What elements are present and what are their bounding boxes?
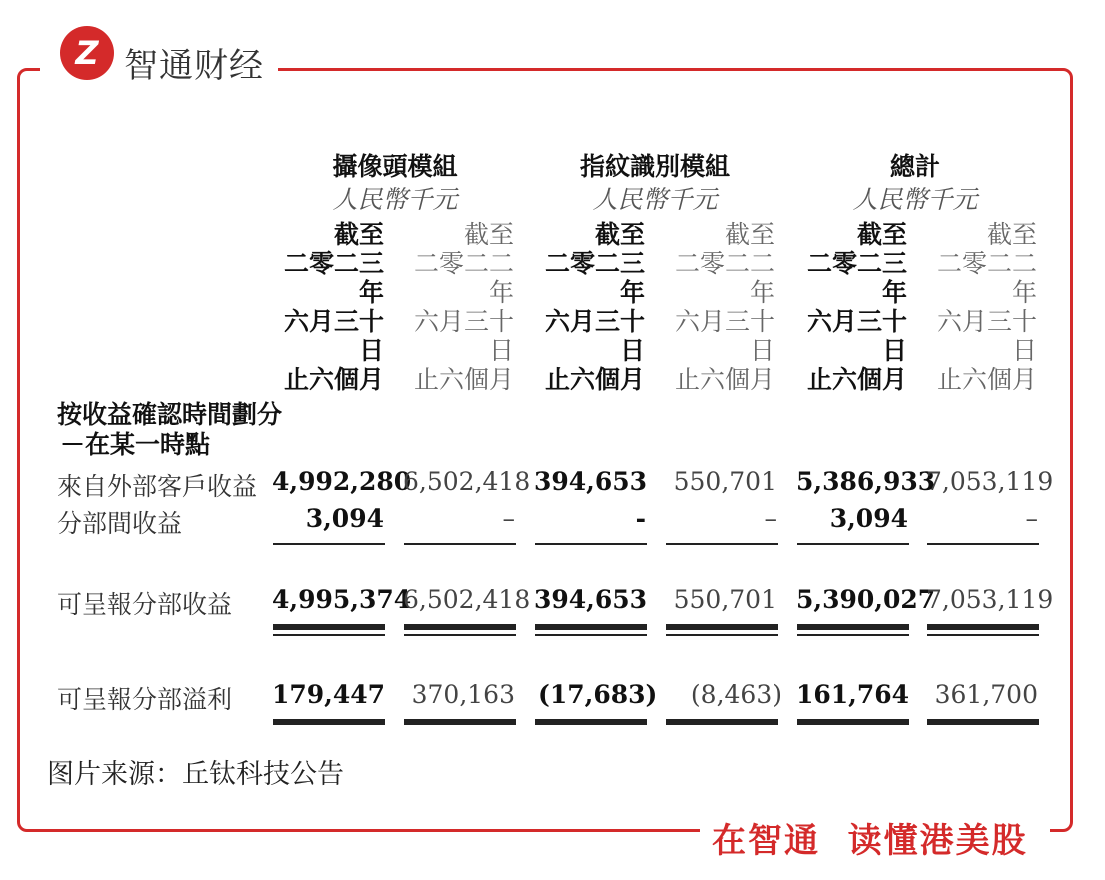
cell-external-0: 4,992,280 <box>272 467 412 496</box>
profit-rule <box>535 719 647 725</box>
total-rule <box>666 634 778 636</box>
total-rule <box>273 634 385 636</box>
cell-segment-profit-2: (17,683) <box>538 680 658 709</box>
subtotal-rule <box>666 543 778 545</box>
total-rule <box>404 634 516 636</box>
row-label-external: 來自外部客戶收益 <box>57 472 258 501</box>
cell-segment-revenue-2: 394,653 <box>534 585 648 614</box>
subtotal-rule <box>273 543 385 545</box>
brand-logo-icon: Z <box>60 26 114 80</box>
total-rule <box>666 624 778 630</box>
total-rule <box>273 624 385 630</box>
cell-segment-revenue-5: 7,053,119 <box>926 585 1054 614</box>
row-header-point-in-time: －在某一時點 <box>60 430 211 459</box>
cell-segment-profit-0: 179,447 <box>272 680 386 709</box>
col-title-camera: 攝像頭模組 <box>332 152 458 181</box>
cell-segment-revenue-3: 550,701 <box>673 585 777 614</box>
cell-segment-profit-4: 161,764 <box>796 680 910 709</box>
period-previous-camera: 截至 二零二二年 六月三十日 止六個月 <box>413 220 514 394</box>
period-current-camera: 截至 二零二三年 六月三十日 止六個月 <box>283 220 384 394</box>
cell-inter-3: – <box>764 504 777 533</box>
total-rule <box>797 634 909 636</box>
cell-segment-profit-5: 361,700 <box>934 680 1038 709</box>
col-title-total: 總計 <box>889 152 940 181</box>
cell-segment-revenue-4: 5,390,027 <box>796 585 936 614</box>
profit-rule <box>666 719 778 725</box>
cell-external-5: 7,053,119 <box>926 467 1054 496</box>
row-label-inter: 分部間收益 <box>57 509 183 538</box>
col-unit-fingerprint: 人民幣千元 <box>592 185 718 214</box>
period-previous-fingerprint: 截至 二零二二年 六月三十日 止六個月 <box>674 220 775 394</box>
total-rule <box>927 624 1039 630</box>
cell-segment-revenue-0: 4,995,374 <box>272 585 412 614</box>
cell-inter-4: 3,094 <box>829 504 908 533</box>
total-rule <box>404 624 516 630</box>
period-current-total: 截至 二零二三年 六月三十日 止六個月 <box>806 220 907 394</box>
period-previous-total: 截至 二零二二年 六月三十日 止六個月 <box>936 220 1037 394</box>
cell-segment-revenue-1: 6,502,418 <box>403 585 531 614</box>
brand-name: 智通财经 <box>124 46 264 86</box>
total-rule <box>797 624 909 630</box>
subtotal-rule <box>404 543 516 545</box>
cell-inter-0: 3,094 <box>305 504 384 533</box>
cell-inter-1: – <box>502 504 515 533</box>
cell-external-2: 394,653 <box>534 467 648 496</box>
total-rule <box>535 634 647 636</box>
period-current-fingerprint: 截至 二零二三年 六月三十日 止六個月 <box>544 220 645 394</box>
row-label-segment-revenue: 可呈報分部收益 <box>57 590 233 619</box>
cell-segment-profit-3: (8,463) <box>690 680 782 709</box>
subtotal-rule <box>797 543 909 545</box>
row-header-timing: 按收益確認時間劃分 <box>57 400 283 429</box>
brand-slogan: 在智通 读懂港美股 <box>712 821 1028 861</box>
col-title-fingerprint: 指紋識別模組 <box>579 152 730 181</box>
col-unit-camera: 人民幣千元 <box>332 185 458 214</box>
subtotal-rule <box>535 543 647 545</box>
image-source-caption: 图片来源：丘钛科技公告 <box>47 759 344 790</box>
cell-external-1: 6,502,418 <box>403 467 531 496</box>
profit-rule <box>927 719 1039 725</box>
profit-rule <box>273 719 385 725</box>
row-label-segment-profit: 可呈報分部溢利 <box>57 685 233 714</box>
cell-external-3: 550,701 <box>673 467 777 496</box>
col-unit-total: 人民幣千元 <box>852 185 978 214</box>
profit-rule <box>404 719 516 725</box>
profit-rule <box>797 719 909 725</box>
cell-external-4: 5,386,933 <box>796 467 936 496</box>
cell-segment-profit-1: 370,163 <box>411 680 515 709</box>
cell-inter-2: - <box>635 504 646 533</box>
total-rule <box>535 624 647 630</box>
total-rule <box>927 634 1039 636</box>
subtotal-rule <box>927 543 1039 545</box>
cell-inter-5: – <box>1025 504 1038 533</box>
